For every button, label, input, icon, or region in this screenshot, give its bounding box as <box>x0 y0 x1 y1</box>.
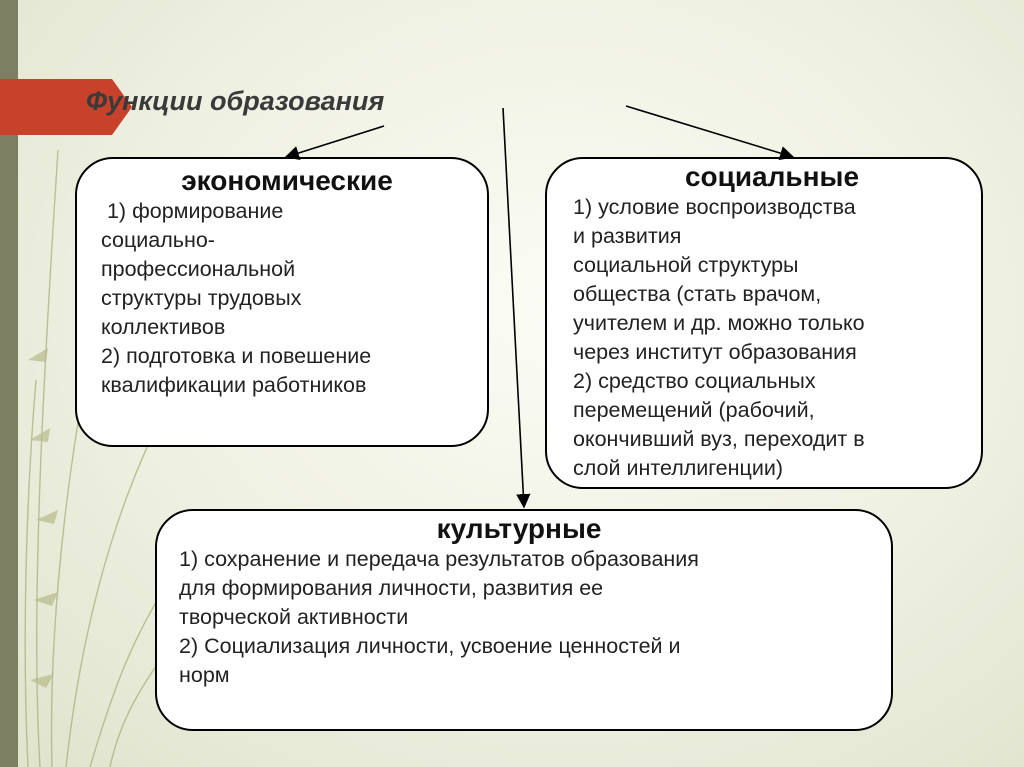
social-line: слой интеллигенции) <box>573 456 784 480</box>
cultural-line: творческой активности <box>179 605 409 629</box>
cultural-line: 2) Социализация личности, усвоение ценностей и <box>179 634 681 658</box>
social-line: 2) средство социальных <box>573 369 816 393</box>
social-line: через институт образования <box>573 340 857 364</box>
economic-line: квалификации работников <box>101 373 367 397</box>
social-heading: социальные <box>684 161 860 192</box>
social-line: социальной структуры <box>573 253 799 277</box>
economic-line: социально- <box>101 228 215 252</box>
social-line: 1) условие воспроизводства <box>573 195 856 219</box>
social-line: учителем и др. можно только <box>573 311 865 335</box>
economic-functions-box <box>75 157 489 447</box>
social-line: окончивший вуз, переходит в <box>573 427 865 451</box>
social-line: и развития <box>573 224 682 248</box>
economic-line: профессиональной <box>101 257 296 281</box>
economic-line: 2) подготовка и повешение <box>101 344 372 368</box>
economic-line: структуры трудовых <box>101 286 302 310</box>
cultural-heading: культурные <box>436 513 602 544</box>
social-line: перемещений (рабочий, <box>573 398 815 422</box>
cultural-line: для формирования личности, развития ее <box>179 576 604 600</box>
economic-line: 1) формирование <box>101 199 284 223</box>
economic-line: коллективов <box>101 315 226 339</box>
cultural-line: норм <box>179 663 230 687</box>
social-line: общества (стать врачом, <box>573 282 822 306</box>
economic-heading: экономические <box>181 165 393 196</box>
cultural-line: 1) сохранение и передача результатов образования <box>179 547 699 571</box>
social-functions-box <box>545 157 983 489</box>
slide-title: Функции образования <box>86 86 385 116</box>
cultural-functions-box <box>155 509 893 731</box>
